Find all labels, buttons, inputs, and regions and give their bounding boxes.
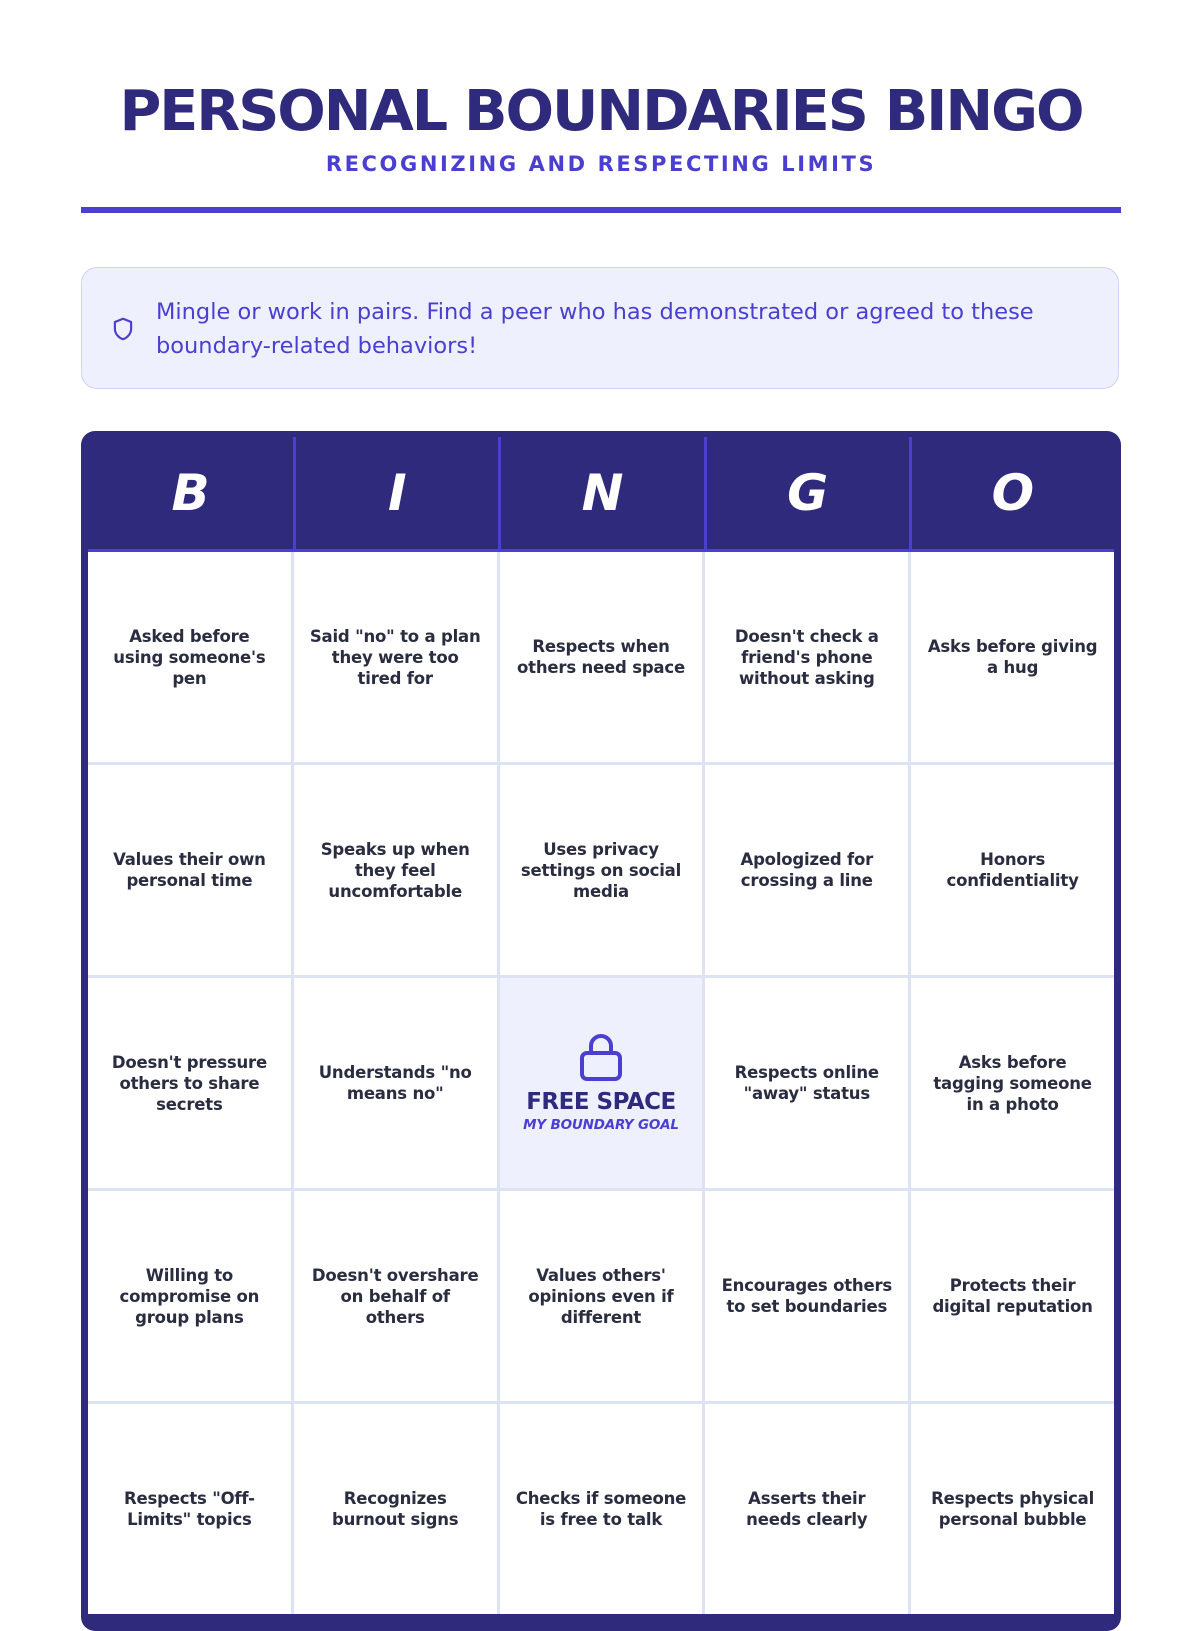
bingo-square-label: Checks if someone is free to talk xyxy=(515,1489,687,1529)
bingo-square[interactable] xyxy=(294,1404,497,1614)
bingo-square-label: Asked before using someone's pen xyxy=(113,626,266,688)
bingo-square[interactable] xyxy=(500,765,703,975)
bingo-square[interactable] xyxy=(911,765,1114,975)
bingo-square-label: Honors confidentiality xyxy=(946,850,1079,890)
bingo-square-label: Asks before tagging someone in a photo xyxy=(933,1052,1092,1114)
bingo-square-label: Asserts their needs clearly xyxy=(746,1489,868,1529)
bingo-square-label: Respects online "away" status xyxy=(734,1063,879,1103)
bingo-square[interactable] xyxy=(705,1191,908,1401)
instructions-box xyxy=(81,267,1119,389)
bingo-square[interactable] xyxy=(88,978,291,1188)
bingo-square-label: Doesn't check a friend's phone without asking xyxy=(734,626,879,688)
bingo-square[interactable] xyxy=(705,1404,908,1614)
bingo-square-label: Respects physical personal bubble xyxy=(931,1489,1095,1529)
bingo-square[interactable] xyxy=(705,765,908,975)
bingo-square-label: Said "no" to a plan they were too tired for xyxy=(309,626,481,688)
bingo-square[interactable] xyxy=(294,552,497,762)
bingo-square-label: Willing to compromise on group plans xyxy=(119,1265,260,1327)
bingo-grid xyxy=(88,552,1114,1614)
bingo-board xyxy=(81,431,1121,1631)
lock-icon xyxy=(576,1031,626,1083)
page-subtitle: RECOGNIZING AND RESPECTING LIMITS xyxy=(325,152,877,176)
bingo-square-label: Doesn't pressure others to share secrets xyxy=(111,1052,267,1114)
instructions-text: Mingle or work in pairs. Find a peer who has demonstrated or agreed to these boundary-related behaviors! xyxy=(156,299,1034,359)
bingo-square[interactable] xyxy=(294,765,497,975)
bingo-square[interactable] xyxy=(705,552,908,762)
bingo-square[interactable] xyxy=(911,552,1114,762)
bingo-letter-n: N xyxy=(498,437,703,549)
bingo-square-label: Speaks up when they feel uncomfortable xyxy=(320,839,470,901)
bingo-square[interactable] xyxy=(705,978,908,1188)
shield-icon xyxy=(110,316,136,342)
free-space-square[interactable] xyxy=(500,978,703,1188)
bingo-square-label: Apologized for crossing a line xyxy=(740,850,874,890)
bingo-header-row xyxy=(88,437,1114,549)
bingo-square[interactable] xyxy=(88,1404,291,1614)
bingo-square[interactable] xyxy=(88,1191,291,1401)
bingo-square-label: Recognizes burnout signs xyxy=(331,1489,459,1529)
bingo-square[interactable] xyxy=(500,1404,703,1614)
bingo-square[interactable] xyxy=(911,978,1114,1188)
page-title: PERSONAL BOUNDARIES BINGO xyxy=(119,79,1083,144)
bingo-square-label: Respects "Off-Limits" topics xyxy=(124,1489,255,1529)
bingo-square-label: Doesn't overshare on behalf of others xyxy=(311,1265,479,1327)
bingo-square[interactable] xyxy=(911,1191,1114,1401)
bingo-letter-o: O xyxy=(909,437,1114,549)
bingo-letter-i: I xyxy=(293,437,498,549)
bingo-square[interactable] xyxy=(88,765,291,975)
bingo-square-label: Understands "no means no" xyxy=(318,1063,472,1103)
bingo-square[interactable] xyxy=(294,978,497,1188)
bingo-square[interactable] xyxy=(500,1191,703,1401)
bingo-square-label: Respects when others need space xyxy=(517,637,685,677)
bingo-square[interactable] xyxy=(911,1404,1114,1614)
bingo-square[interactable] xyxy=(500,552,703,762)
bingo-square[interactable] xyxy=(88,552,291,762)
free-space-title: FREE SPACE xyxy=(526,1089,676,1115)
bingo-square-label: Encourages others to set boundaries xyxy=(721,1276,893,1316)
bingo-letter-g: G xyxy=(704,437,909,549)
bingo-square-label: Asks before giving a hug xyxy=(927,637,1098,677)
bingo-square-label: Values their own personal time xyxy=(113,850,266,890)
bingo-square[interactable] xyxy=(294,1191,497,1401)
bingo-square-label: Values others' opinions even if different xyxy=(528,1265,674,1327)
bingo-square-label: Uses privacy settings on social media xyxy=(520,839,682,901)
header-divider xyxy=(81,207,1121,213)
free-space-subtitle: MY BOUNDARY GOAL xyxy=(523,1117,679,1133)
bingo-letter-b: B xyxy=(171,464,210,522)
bingo-square-label: Protects their digital reputation xyxy=(932,1276,1093,1316)
